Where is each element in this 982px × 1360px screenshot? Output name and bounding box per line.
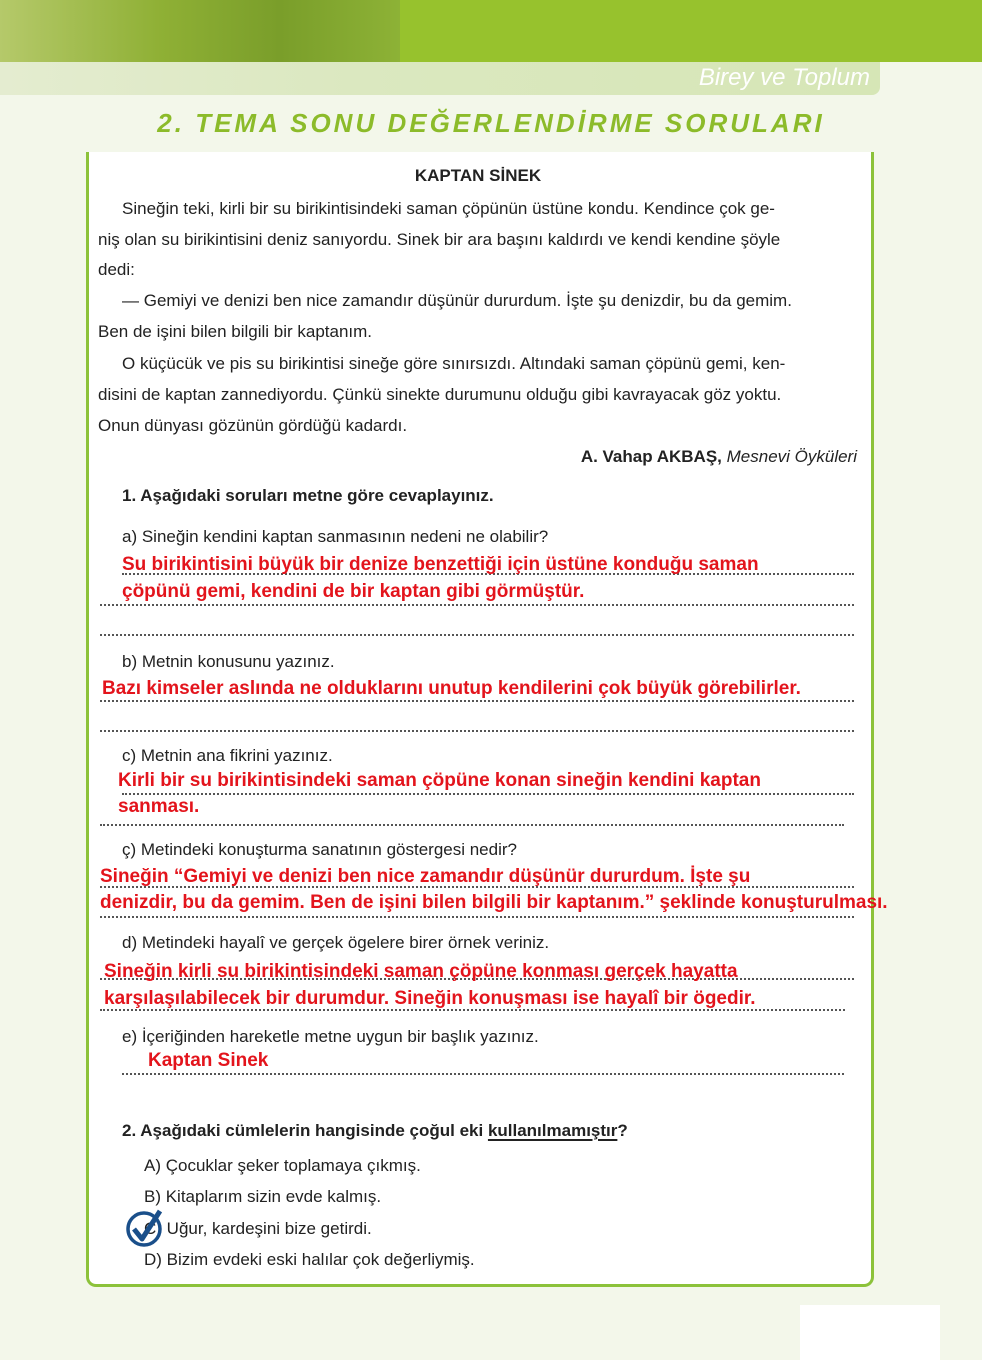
prompt-emphasis: kullanılmamıştır xyxy=(487,1121,618,1140)
story-line: niş olan su birikintisini deniz sanıyordu. Sinek bir ara başını kaldırdı ve kendi kendine şöyle xyxy=(98,230,781,249)
answer-c-cedilla: Sineğin “Gemiyi ve denizi ben nice zamandır düşünür dururdum. İşte şu xyxy=(100,866,751,887)
header-banner xyxy=(0,0,982,62)
answer-line xyxy=(122,793,854,795)
story-line: Ben de işini bilen bilgili bir kaptanım. xyxy=(98,322,373,341)
banner-photo xyxy=(0,0,400,62)
story-line: disini de kaptan zannediyordu. Çünkü sinekte durumunu olduğu gibi kavrayacak göz yoktu. xyxy=(98,385,782,404)
question-c: c) Metnin ana fikrini yazınız. xyxy=(122,746,333,765)
checkmark-icon xyxy=(124,1207,164,1247)
question-c-cedilla: ç) Metindeki konuşturma sanatının göstergesi nedir? xyxy=(122,840,517,859)
story-line: dedi: xyxy=(98,260,135,279)
story-line: O küçücük ve pis su birikintisi sineğe göre sınırsızdı. Altındaki saman çöpünü gemi, ken- xyxy=(122,354,786,373)
option-b[interactable]: B) Kitaplarım sizin evde kalmış. xyxy=(144,1187,382,1206)
question-2-prompt xyxy=(122,1121,628,1141)
answer-b: Bazı kimseler aslında ne olduklarını unutup kendilerini çok büyük görebilirler. xyxy=(102,678,801,699)
answer-d: karşılaşılabilecek bir durumdur. Sineğin konuşması ise hayalî bir ögedir. xyxy=(104,988,756,1009)
story-line: Onun dünyası gözünün gördüğü kadardı. xyxy=(98,416,408,435)
answer-c: Kirli bir su birikintisindeki saman çöpüne konan sineğin kendini kaptan xyxy=(118,770,761,791)
question-1-prompt: 1. Aşağıdaki soruları metne göre cevaplayınız. xyxy=(122,486,494,505)
answer-line xyxy=(100,634,854,636)
answer-line xyxy=(100,604,854,606)
answer-a: çöpünü gemi, kendini de bir kaptan gibi görmüştür. xyxy=(122,581,585,602)
option-c[interactable]: C) Uğur, kardeşini bize getirdi. xyxy=(144,1219,372,1238)
option-a[interactable]: A) Çocuklar şeker toplamaya çıkmış. xyxy=(144,1156,421,1175)
page-title: 2. TEMA SONU DEĞERLENDİRME SORULARI xyxy=(157,108,825,138)
answer-c-cedilla: denizdir, bu da gemim. Ben de işini bilen bilgili bir kaptanım.” şeklinde konuşturulması. xyxy=(100,892,888,913)
answer-d: Sineğin kirli su birikintisindeki saman çöpüne konması gerçek hayatta xyxy=(104,961,738,982)
answer-line xyxy=(100,824,844,826)
author: A. Vahap AKBAŞ, xyxy=(580,447,722,466)
answer-a: Su birikintisini büyük bir denize benzettiği için üstüne konduğu saman xyxy=(122,554,759,575)
question-e: e) İçeriğinden hareketle metne uygun bir başlık yazınız. xyxy=(122,1027,539,1046)
answer-line xyxy=(100,730,854,732)
answer-line xyxy=(122,1073,844,1075)
prompt-end: ? xyxy=(617,1121,628,1140)
section-bar xyxy=(0,62,880,95)
story-title: KAPTAN SİNEK xyxy=(414,166,542,185)
question-b: b) Metnin konusunu yazınız. xyxy=(122,652,335,671)
page-corner xyxy=(800,1305,940,1360)
answer-c: sanması. xyxy=(118,796,200,817)
story-line: — Gemiyi ve denizi ben nice zamandır düşünür dururdum. İşte şu denizdir, bu da gemim. xyxy=(122,291,792,310)
prompt-text: 2. Aşağıdaki cümlelerin hangisinde çoğul eki xyxy=(122,1121,488,1140)
answer-e: Kaptan Sinek xyxy=(148,1050,269,1071)
story-citation xyxy=(581,447,857,467)
question-d: d) Metindeki hayalî ve gerçek ögelere birer örnek veriniz. xyxy=(122,933,550,952)
answer-line xyxy=(100,916,854,918)
story-line: Sineğin teki, kirli bir su birikintisindeki saman çöpünün üstüne kondu. Kendince çok ge- xyxy=(122,199,775,218)
answer-line xyxy=(100,700,854,702)
option-d[interactable]: D) Bizim evdeki eski halılar çok değerliymiş. xyxy=(144,1250,475,1269)
section-label: Birey ve Toplum xyxy=(698,64,870,91)
source: Mesnevi Öyküleri xyxy=(726,447,857,466)
question-a: a) Sineğin kendini kaptan sanmasının nedeni ne olabilir? xyxy=(122,527,549,546)
